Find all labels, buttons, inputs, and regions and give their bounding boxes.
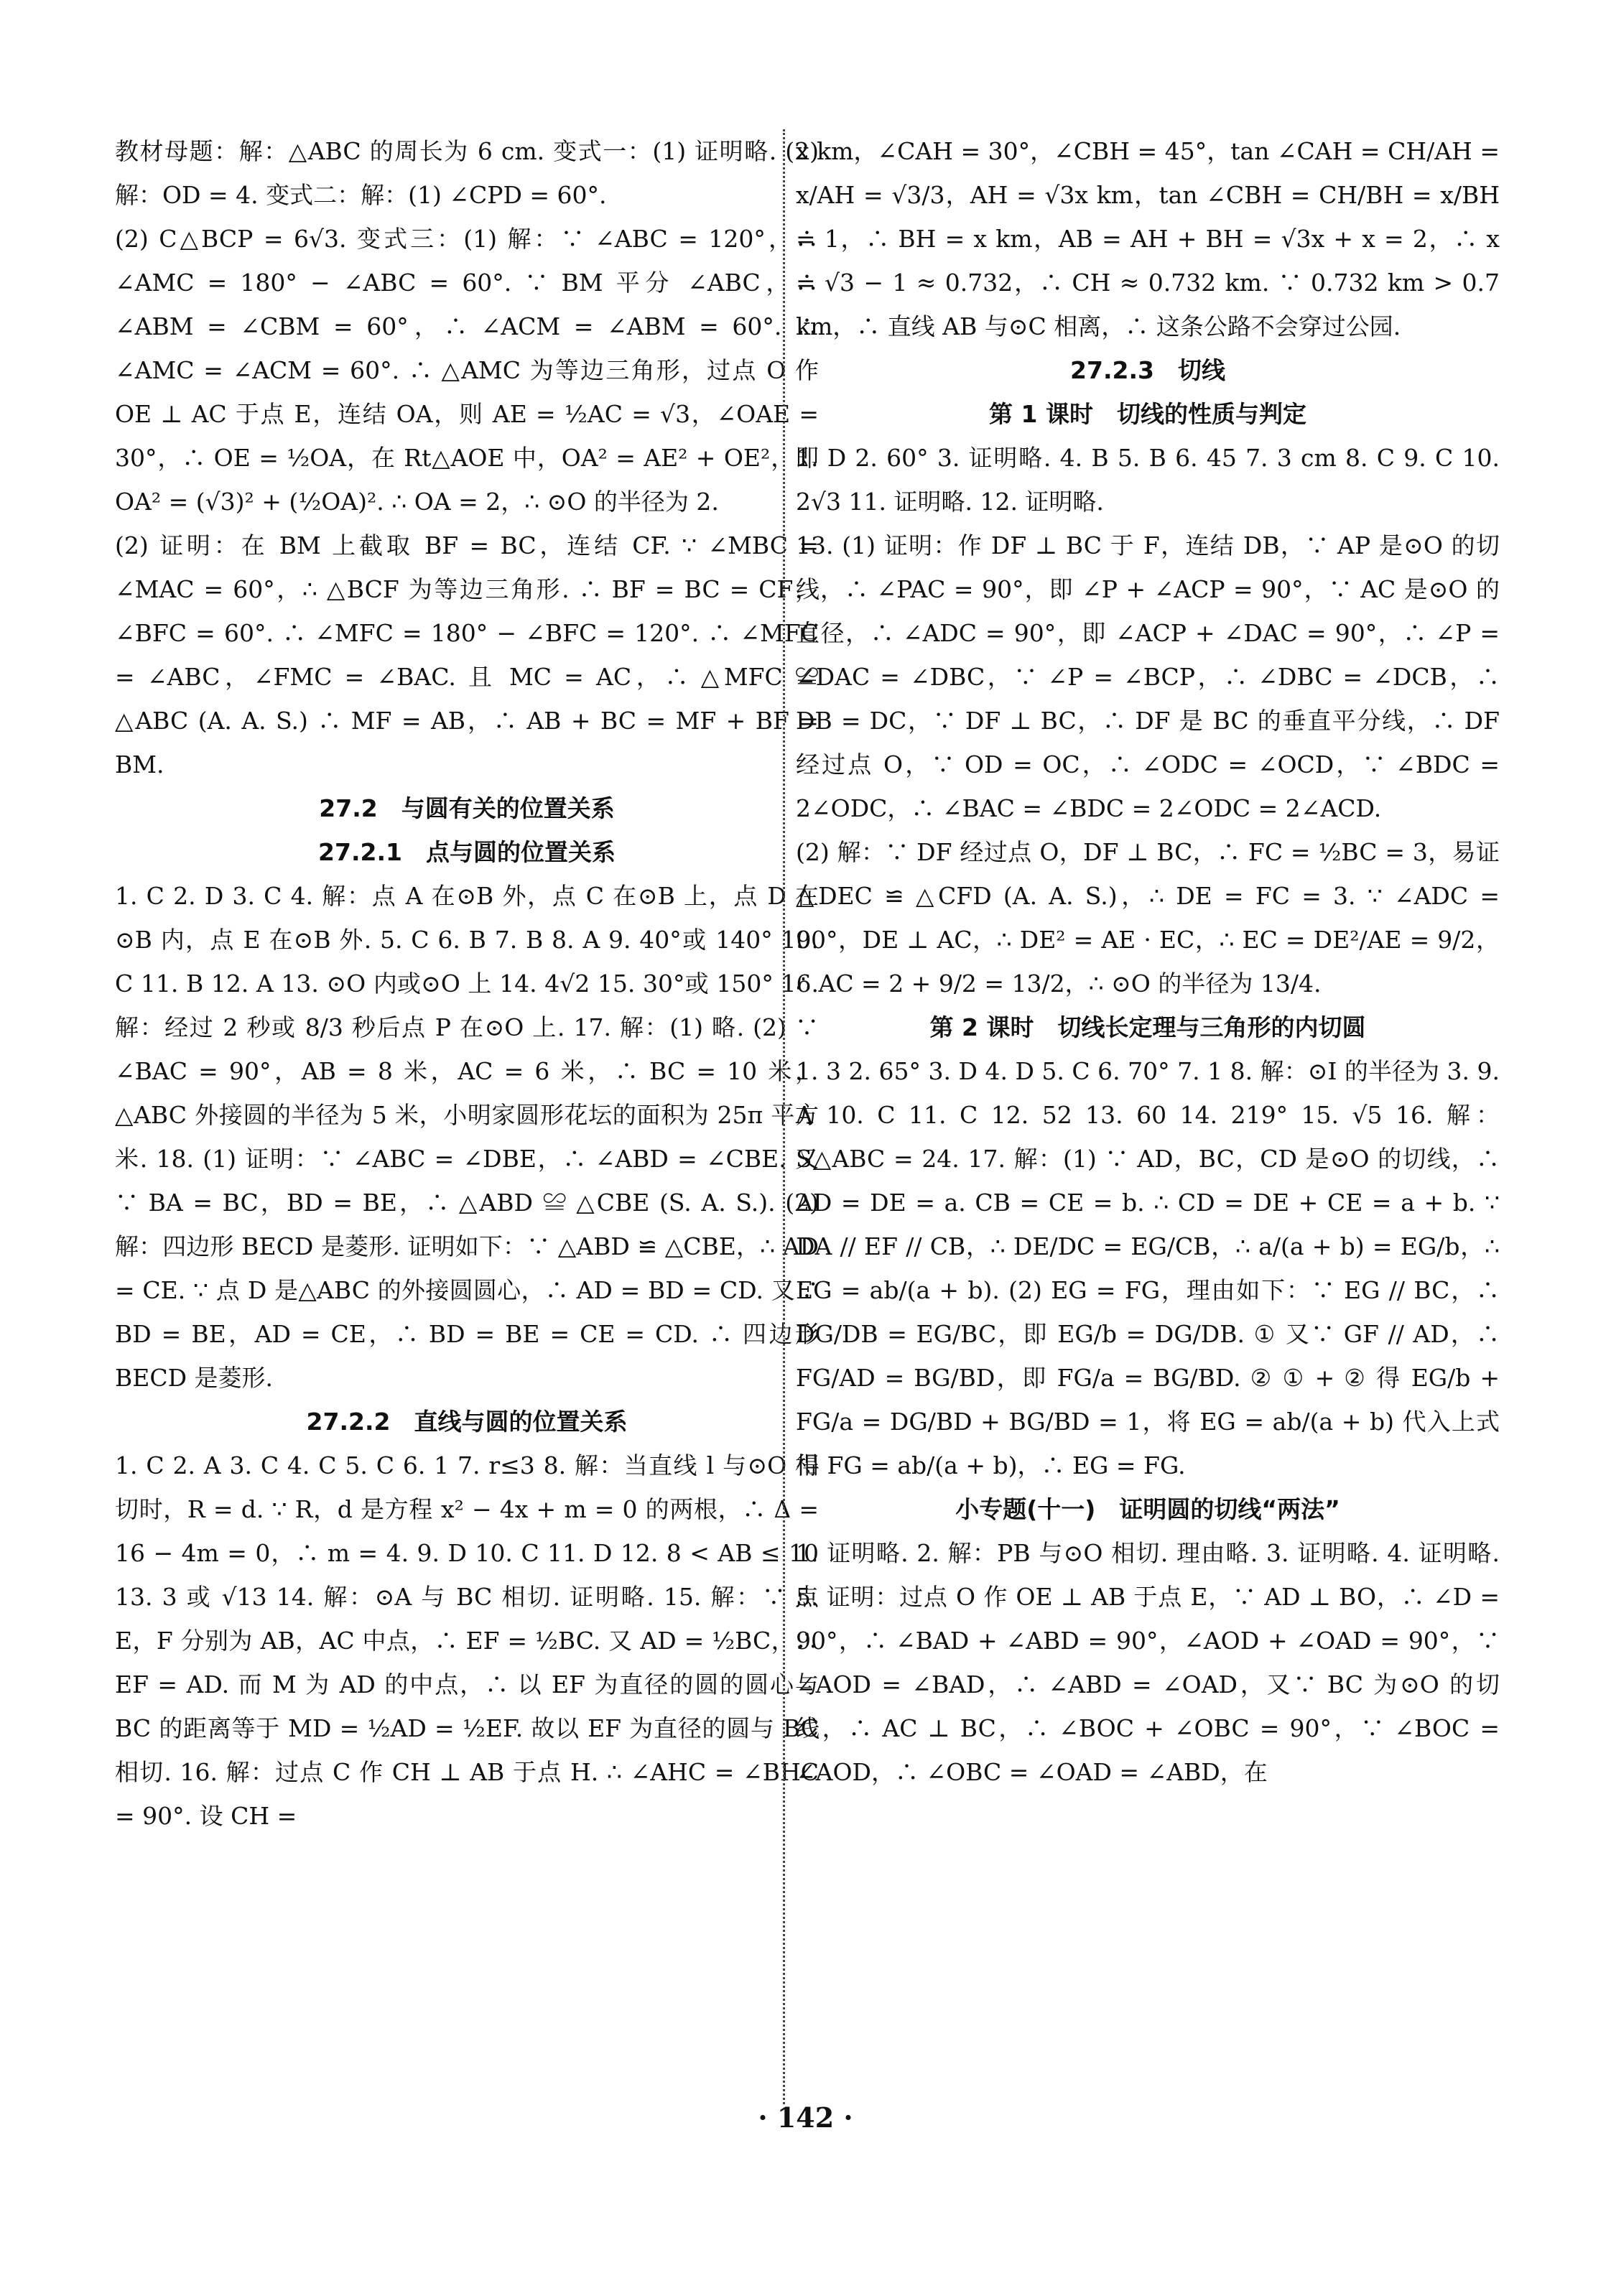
lesson-heading-1: 第 1 课时 切线的性质与判定 (989, 400, 1306, 428)
right-paragraph-4: (2) 解：∵ DF 经过点 O，DF ⊥ BC，∴ FC = ½BC = 3，易证 △DEC ≌ △CFD (A. A. S.)，∴ DE = FC = 3. ∵ ∠ADC = 90°，DE ⊥ AC，∴ DE² = AE · EC，∴ EC = DE²/AE = 9/2，∴ AC = 2 + 9/2 = 13/2，∴ ⊙O 的半径为 13/4. (796, 838, 1500, 998)
right-paragraph-6: 1. 证明略. 2. 解：PB 与⊙O 相切. 理由略. 3. 证明略. 4. 证明略. 5. 证明：过点 O 作 OE ⊥ AB 于点 E，∵ AD ⊥ BO，∴ ∠D = 90°，∴ ∠BAD + ∠ABD = 90°，∠AOD + ∠OAD = 90°，∵ ∠AOD = ∠BAD，∴ ∠ABD = ∠OAD，又∵ BC 为⊙O 的切线，∴ AC ⊥ BC，∴ ∠BOC + ∠OBC = 90°，∵ ∠BOC = ∠AOD，∴ ∠OBC = ∠OAD = ∠ABD，在 (796, 1539, 1500, 1786)
right-paragraph-1: x km，∠CAH = 30°，∠CBH = 45°，tan ∠CAH = CH/AH = x/AH = √3/3，AH = √3x km，tan ∠CBH = CH/BH = x/BH = 1，∴ BH = x km，AB = AH + BH = √3x + x = 2，∴ x = √3 − 1 ≈ 0.732，∴ CH ≈ 0.732 km. ∵ 0.732 km > 0.7 km，∴ 直线 AB 与⊙C 相离，∴ 这条公路不会穿过公园. (796, 137, 1500, 340)
section-heading-27-2-3: 27.2.3 切线 (1070, 356, 1225, 384)
section-heading-27-2-2: 27.2.2 直线与圆的位置关系 (306, 1408, 628, 1436)
left-paragraph-4: 1. C 2. D 3. C 4. 解：点 A 在⊙B 外，点 C 在⊙B 上，点 D 在⊙B 内，点 E 在⊙B 外. 5. C 6. B 7. B 8. A 9. 40°或 140° 10. C 11. B 12. A 13. ⊙O 内或⊙O 上 14. 4√2 15. 30°或 150° 16. 解：经过 2 秒或 8/3 秒后点 P 在⊙O 上. 17. 解：(1) 略. (2) ∵ ∠BAC = 90°，AB = 8 米，AC = 6 米，∴ BC = 10 米，△ABC 外接圆的半径为 5 米，小明家圆形花坛的面积为 25π 平方米. 18. (1) 证明：∵ ∠ABC = ∠DBE，∴ ∠ABD = ∠CBE. 又∵ BA = BC，BD = BE，∴ △ABD ≌ △CBE (S. A. S.). (2) 解：四边形 BECD 是菱形. 证明如下：∵ △ABD ≌ △CBE，∴ AD = CE. ∵ 点 D 是△ABC 的外接圆圆心，∴ AD = BD = CD. 又∵ BD = BE，AD = CE，∴ BD = BE = CE = CD. ∴ 四边形 BECD 是菱形. (115, 882, 819, 1392)
left-paragraph-5: 1. C 2. A 3. C 4. C 5. C 6. 1 7. r≤3 8. 解：当直线 l 与⊙O 相切时，R = d. ∵ R，d 是方程 x² − 4x + m = 0 的两根，∴ Δ = 16 − 4m = 0，∴ m = 4. 9. D 10. C 11. D 12. 8 < AB ≤ 10 13. 3 或 √13 14. 解：⊙A 与 BC 相切. 证明略. 15. 解：∵ 点 E，F 分别为 AB，AC 中点，∴ EF = ½BC. 又 AD = ½BC，∴ EF = AD. 而 M 为 AD 的中点，∴ 以 EF 为直径的圆的圆心与 BC 的距离等于 MD = ½AD = ½EF. 故以 EF 为直径的圆与 BC 相切. 16. 解：过点 C 作 CH ⊥ AB 于点 H. ∴ ∠AHC = ∠BHC = 90°. 设 CH = (115, 1451, 819, 1830)
lesson-heading-2: 第 2 课时 切线长定理与三角形的内切圆 (929, 1013, 1366, 1041)
right-paragraph-2: 1. D 2. 60° 3. 证明略. 4. B 5. B 6. 45 7. 3 cm 8. C 9. C 10. 2√3 11. 证明略. 12. 证明略. (796, 444, 1500, 516)
column-divider (783, 129, 785, 2104)
right-paragraph-3: 13. (1) 证明：作 DF ⊥ BC 于 F，连结 DB，∵ AP 是⊙O 的切线，∴ ∠PAC = 90°，即 ∠P + ∠ACP = 90°，∵ AC 是⊙O 的直径，∴ ∠ADC = 90°，即 ∠ACP + ∠DAC = 90°，∴ ∠P = ∠DAC = ∠DBC，∵ ∠P = ∠BCP，∴ ∠DBC = ∠DCB，∴ DB = DC，∵ DF ⊥ BC，∴ DF 是 BC 的垂直平分线，∴ DF 经过点 O，∵ OD = OC，∴ ∠ODC = ∠OCD，∵ ∠BDC = 2∠ODC，∴ ∠BAC = ∠BDC = 2∠ODC = 2∠ACD. (796, 531, 1500, 822)
left-paragraph-1: 教材母题：解：△ABC 的周长为 6 cm. 变式一：(1) 证明略. (2) 解：OD = 4. 变式二：解：(1) ∠CPD = 60°. (115, 137, 819, 209)
left-paragraph-2: (2) C△BCP = 6√3. 变式三：(1) 解：∵ ∠ABC = 120°，∴ ∠AMC = 180° − ∠ABC = 60°. ∵ BM 平分 ∠ABC，∴ ∠ABM = ∠CBM = 60°，∴ ∠ACM = ∠ABM = 60°. ∴ ∠AMC = ∠ACM = 60°. ∴ △AMC 为等边三角形，过点 O 作 OE ⊥ AC 于点 E，连结 OA，则 AE = ½AC = √3，∠OAE = 30°，∴ OE = ½OA，在 Rt△AOE 中，OA² = AE² + OE²，即 OA² = (√3)² + (½OA)². ∴ OA = 2，∴ ⊙O 的半径为 2. (115, 225, 819, 516)
right-column (796, 129, 1500, 1794)
right-paragraph-5: 1. 3 2. 65° 3. D 4. D 5. C 6. 70° 7. 1 8. 解：⊙I 的半径为 3. 9. A 10. C 11. C 12. 52 13. 60 14. 219° 15. √5 16. 解：S△ABC = 24. 17. 解：(1) ∵ AD，BC，CD 是⊙O 的切线，∴ AD = DE = a. CB = CE = b. ∴ CD = DE + CE = a + b. ∵ DA // EF // CB，∴ DE/DC = EG/CB，∴ a/(a + b) = EG/b，∴ EG = ab/(a + b). (2) EG = FG，理由如下：∵ EG // BC，∴ DG/DB = EG/BC，即 EG/b = DG/DB. ① 又∵ GF // AD，∴ FG/AD = BG/BD，即 FG/a = BG/BD. ② ① + ② 得 EG/b + FG/a = DG/BD + BG/BD = 1，将 EG = ab/(a + b) 代入上式得 FG = ab/(a + b)，∴ EG = FG. (796, 1057, 1500, 1479)
section-heading-27-2: 27.2 与圆有关的位置关系 (319, 794, 615, 822)
left-paragraph-3: (2) 证明：在 BM 上截取 BF = BC，连结 CF. ∵ ∠MBC = ∠MAC = 60°，∴ △BCF 为等边三角形. ∴ BF = BC = CF，∠BFC = 60°. ∴ ∠MFC = 180° − ∠BFC = 120°. ∴ ∠MFC = ∠ABC，∠FMC = ∠BAC. 且 MC = AC，∴ △MFC ≌ △ABC (A. A. S.) ∴ MF = AB，∴ AB + BC = MF + BF = BM. (115, 531, 819, 778)
left-column (115, 129, 819, 1838)
page-number: · 142 · (758, 2101, 853, 2134)
special-topic-heading: 小专题(十一) 证明圆的切线“两法” (955, 1495, 1340, 1523)
section-heading-27-2-1: 27.2.1 点与圆的位置关系 (318, 838, 616, 866)
